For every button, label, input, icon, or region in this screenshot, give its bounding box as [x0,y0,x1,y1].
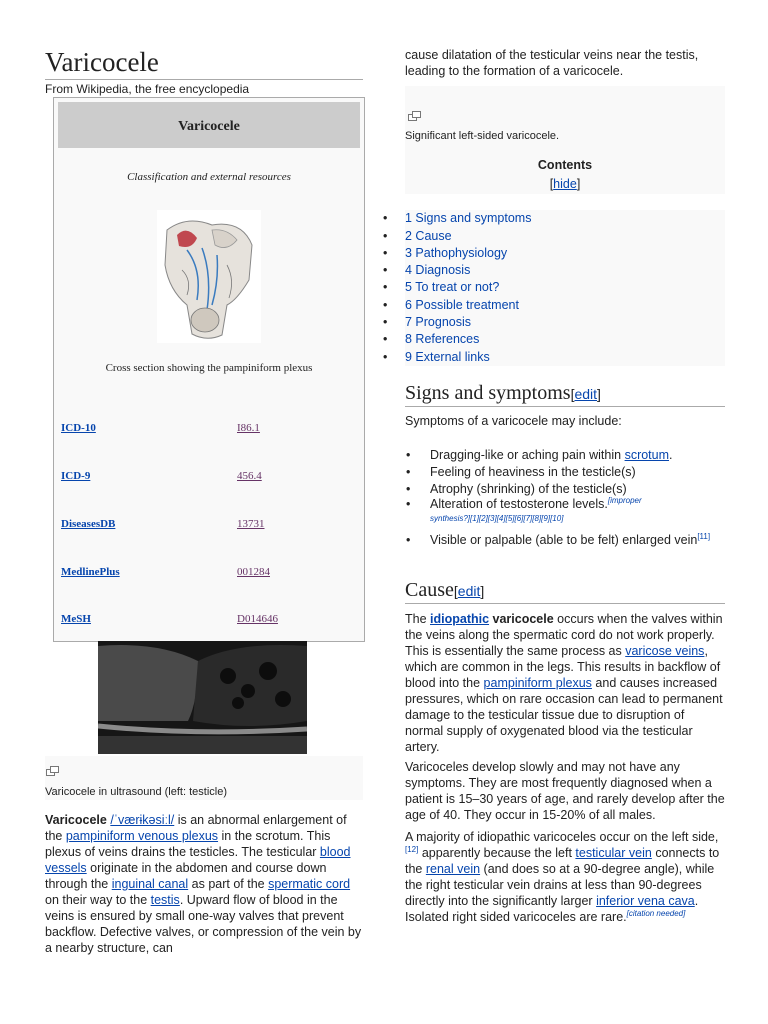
infobox-value[interactable]: 001284 [237,566,270,578]
infobox-subtitle: Classification and external resources [127,171,291,183]
improper-synthesis-tag[interactable]: [improper [607,495,642,505]
list-item-text: Atrophy (shrinking) of the testicle(s) [430,482,627,496]
cause-paragraph-1 [405,611,725,755]
link-scrotum[interactable]: scrotum [624,448,670,462]
intro-paragraph [45,812,365,956]
intro-text: originate in the abdomen and course down through the [45,861,327,891]
toc-item[interactable]: • 7 Prognosis [383,315,472,329]
list-item: • Feeling of heaviness in the testicle(s) [406,465,636,479]
infobox-key[interactable]: DiseasesDB [61,518,116,530]
toc-item-label: 8 References [405,332,480,346]
cause-term: varicocele [489,612,554,626]
intro-text: is an abnormal enlargement of the [45,813,347,843]
toc-item[interactable]: • 1 Signs and symptoms [383,211,532,225]
infobox-key[interactable]: MeSH [61,613,91,625]
link-pampiniform-plexus[interactable]: pampiniform plexus [483,676,592,690]
toc-item-label: 1 Signs and symptoms [405,211,532,225]
toc-item[interactable]: • 9 External links [383,350,490,364]
intro-text: on their way to the [45,893,151,907]
toc-item-label: 3 Pathophysiology [405,246,508,260]
list-item: • Visible or palpable (able to be felt) enlarged vein[11] [406,531,711,547]
toc-hide-link[interactable]: hide [553,177,577,191]
list-item: • Alteration of testosterone levels.$^{[improper}$ synthesis?][1][2][3][4][5][6][7][8][9][10] [406,495,642,523]
paragraph-text: (and does so at a 90-degree angle), while the right testicular vein drains at less than 90-degrees directly into the significantly larger [405,862,715,908]
figure-caption: Significant left-sided varicocele. [405,130,560,142]
paragraph-text: A majority of idiopathic varicoceles occur on the left side, [405,830,719,844]
link-testis[interactable]: testis [150,893,180,907]
list-item: • Dragging-like or aching pain within scrotum. [406,448,673,462]
edit-link[interactable]: edit [574,386,598,402]
link-renal-vein[interactable]: renal vein [425,862,481,876]
expand-icon[interactable] [408,111,421,121]
expand-icon[interactable] [46,766,59,776]
cause-paragraph-3 [405,829,725,925]
paragraph-text: and causes increased pressures, which on rare occasion can lead to permanent damage to the testicular tissue due to disruption of normal supply of oxygenated blood via the testicular artery. [405,676,723,754]
list-item-text: Feeling of heaviness in the testicle(s) [430,465,636,479]
toc-hide-wrap: [hide] [549,177,581,191]
link-testicular-vein[interactable]: testicular vein [575,846,652,860]
link-blood-vessels[interactable]: blood vessels [45,845,351,875]
intro-text: in the scrotum. This plexus of veins drains the testicles. The testicular [45,829,331,859]
list-item-text: . [669,448,673,462]
paragraph-text: apparently because the left [418,846,576,860]
citation-refs[interactable]: synthesis?][1][2][3][4][5][6][7][8][9][10] [430,514,564,523]
infobox-value[interactable]: 456.4 [237,470,262,482]
paragraph-text: connects to the [405,846,720,876]
link-inferior-vena-cava[interactable]: inferior vena cava [596,894,695,908]
tagline: From Wikipedia, the free encyclopedia [45,82,250,96]
citation-11[interactable]: [11] [697,531,711,541]
toc-item[interactable]: • 8 References [383,332,480,346]
paragraph-text: , which are common in the legs. This results in backflow of blood into the [405,644,721,690]
toc-item-label: 5 To treat or not? [405,280,500,294]
ipa-link[interactable]: /ˈværɨkəsiːl/ [110,813,175,827]
edit-link[interactable]: edit [457,583,481,599]
toc-item-label: 9 External links [405,350,490,364]
infobox-value[interactable]: 13731 [237,518,265,530]
anatomy-illustration[interactable] [157,210,261,343]
intro-term: Varicocele [45,813,107,827]
infobox [53,97,365,642]
ultrasound-image[interactable] [98,641,307,754]
link-inguinal-canal[interactable]: inguinal canal [111,877,189,891]
intro-text: as part of the [188,877,269,891]
infobox-title: Varicocele [58,102,360,148]
toc-list [383,210,725,366]
toc-item-label: 7 Prognosis [405,315,472,329]
link-varicose-veins[interactable]: varicose veins [625,644,705,658]
list-item-text: Dragging-like or aching pain within [430,448,625,462]
infobox-value[interactable]: I86.1 [237,422,260,434]
heading-text: Cause [405,579,454,601]
infobox-value[interactable]: D014646 [237,613,278,625]
signs-intro: Symptoms of a varicocele may include: [405,414,622,428]
toc-item[interactable]: • 2 Cause [383,229,452,243]
toc-item[interactable]: • 6 Possible treatment [383,298,519,312]
toc-item[interactable]: • 3 Pathophysiology [383,246,508,260]
toc-item-label: 4 Diagnosis [405,263,471,277]
citation-12[interactable]: [12] [405,844,419,854]
citation-needed-tag[interactable]: [citation needed] [626,908,686,918]
paragraph-text: . Isolated right sided varicoceles are rare. [405,894,699,924]
infobox-image-caption: Cross section showing the pampiniform plexus [105,362,313,374]
heading-cause: Cause[edit] [405,578,725,604]
cause-paragraph-2: Varicoceles develop slowly and may not have any symptoms. They are most frequently diagnosed when a patient is 15–30 years of age, and rarely develop after the age of 40. They occur in 15-20% of all males. [405,760,725,822]
toc-title: Contents [537,158,593,172]
toc-item[interactable]: • 5 To treat or not? [383,280,500,294]
paragraph-text: occurs when the valves within the veins along the spermatic cord do not work properly. This is essentially the same process as [405,612,723,658]
link-pampiniform-venous-plexus[interactable]: pampiniform venous plexus [65,829,219,843]
infobox-key[interactable]: ICD-10 [61,422,96,434]
heading-text: Signs and symptoms [405,382,571,404]
list-item: • Atrophy (shrinking) of the testicle(s) [406,482,627,496]
link-idiopathic[interactable]: idiopathic [430,612,490,626]
infobox-key[interactable]: MedlinePlus [61,566,120,578]
list-item-text: Alteration of testosterone levels. [430,497,608,511]
toc-item-label: 6 Possible treatment [405,298,519,312]
intro-text: . Upward flow of blood in the veins is ensured by small one-way valves that prevent backflow. Defective valves, or compression of the vein by a nearby structure, can [45,893,362,955]
list-item-text: Visible or palpable (able to be felt) enlarged vein [430,533,698,547]
intro-continued: cause dilatation of the testicular veins near the testis, leading to the formation of a varicocele. [405,48,699,78]
figure-box [405,86,725,194]
toc-item-label: 2 Cause [405,229,452,243]
toc-item[interactable]: • 4 Diagnosis [383,263,471,277]
paragraph-text: The [405,612,431,626]
link-spermatic-cord[interactable]: spermatic cord [268,877,351,891]
page-title: Varicocele [45,47,363,80]
infobox-key[interactable]: ICD-9 [61,470,91,482]
heading-signs-and-symptoms: Signs and symptoms[edit] [405,381,725,407]
ultrasound-caption: Varicocele in ultrasound (left: testicle) [45,786,227,798]
